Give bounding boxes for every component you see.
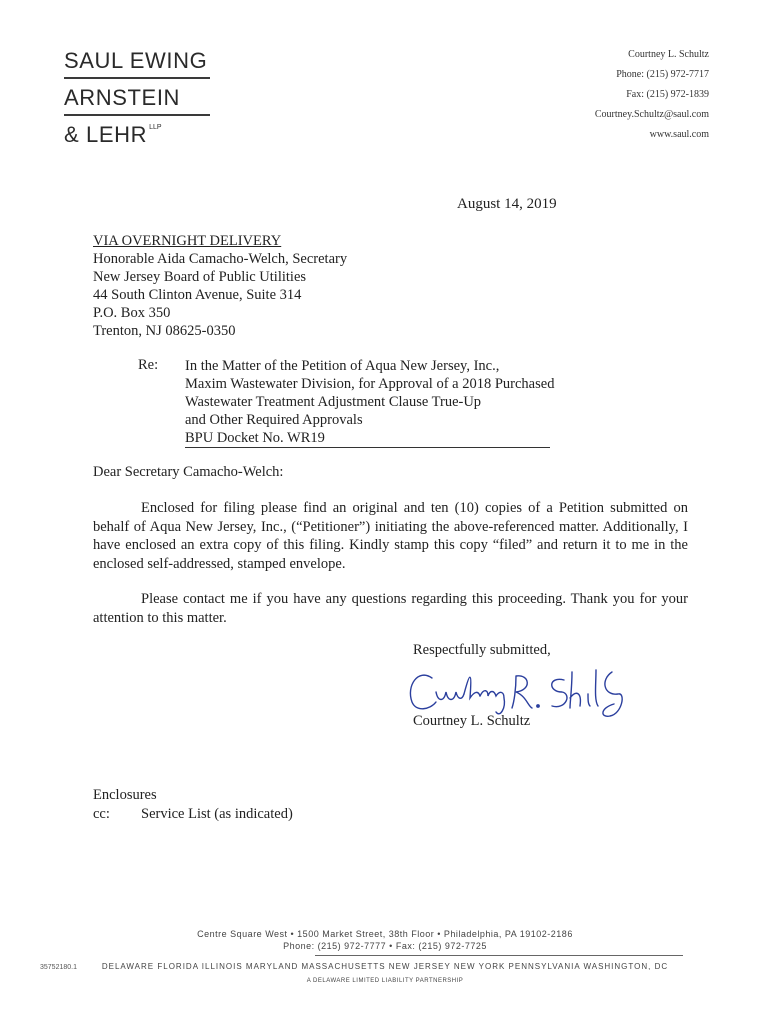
logo-line-1: SAUL EWING: [64, 48, 208, 73]
footer-phones: Phone: (215) 972-7777 • Fax: (215) 972-7725: [283, 941, 487, 951]
recipient-name: Honorable Aida Camacho-Welch, Secretary: [93, 251, 348, 267]
closing: Respectfully submitted,: [413, 642, 551, 658]
re-line-2: Maxim Wastewater Division, for Approval of a 2018 Purchased: [185, 376, 555, 392]
recipient-city: Trenton, NJ 08625-0350: [93, 323, 236, 339]
re-subject: [185, 357, 554, 448]
letter-date: August 14, 2019: [457, 196, 557, 212]
enclosures-label: Enclosures: [93, 787, 157, 803]
footer-address: Centre Square West • 1500 Market Street, 38th Floor • Philadelphia, PA 19102-2186: [197, 929, 573, 939]
logo-rule: [64, 114, 210, 116]
recipient-street: 44 South Clinton Avenue, Suite 314: [93, 287, 302, 303]
enclosures-block: [93, 786, 293, 824]
sender-fax: Fax: (215) 972-1839: [626, 89, 709, 100]
cc-label: cc:: [93, 806, 110, 822]
re-label: Re:: [138, 357, 159, 373]
cc-value: Service List (as indicated): [141, 806, 293, 822]
footer-partnership: A DELAWARE LIMITED LIABILITY PARTNERSHIP: [306, 978, 464, 984]
signer-name: Courtney L. Schultz: [413, 713, 531, 729]
logo-line-3: [64, 124, 210, 146]
logo-line-3-text: & LEHR: [64, 122, 148, 147]
re-line-1: In the Matter of the Petition of Aqua New Jersey, Inc.,: [185, 358, 500, 374]
salutation: Dear Secretary Camacho-Welch:: [93, 464, 284, 480]
logo-suffix: LLP: [149, 124, 162, 131]
cc-line: [93, 805, 293, 824]
sender-website: www.saul.com: [649, 129, 709, 140]
logo-line-2: ARNSTEIN: [64, 85, 181, 110]
logo-rule: [64, 77, 210, 79]
sender-email: Courtney.Schultz@saul.com: [594, 109, 709, 120]
sender-contact-block: [595, 45, 709, 145]
footer-states: DELAWARE FLORIDA ILLINOIS MARYLAND MASSACHUSETTS NEW JERSEY NEW YORK PENNSYLVANIA WASHINGTON, DC: [101, 962, 669, 971]
firm-logo: [64, 50, 210, 146]
document-id: 35752180.1: [40, 964, 77, 971]
re-line-4: and Other Required Approvals: [185, 412, 363, 428]
sender-name: Courtney L. Schultz: [628, 49, 709, 60]
recipient-org: New Jersey Board of Public Utilities: [93, 269, 307, 285]
delivery-method: VIA OVERNIGHT DELIVERY: [93, 233, 282, 249]
body-paragraph-2: [93, 590, 688, 627]
recipient-address: [93, 232, 347, 340]
sender-phone: Phone: (215) 972-7717: [616, 69, 709, 80]
docket-number: BPU Docket No. WR19: [185, 429, 550, 448]
re-line-3: Wastewater Treatment Adjustment Clause True-Up: [185, 394, 482, 410]
body-paragraph-2-text: Please contact me if you have any questions regarding this proceeding. Thank you for your attention to this matter.: [93, 591, 688, 626]
body-paragraph-1-text: Enclosed for filing please find an original and ten (10) copies of a Petition submitted on behalf of Aqua New Jersey, Inc., (“Petitioner”) initiating the above-referenced matter. Additionally, I have enclosed an extra copy of this filing. Kindly stamp this copy “filed” and return it to me in the enclosed self-addressed, stamped envelope.: [93, 500, 688, 572]
footer-rule: [315, 955, 683, 956]
body-paragraph-1: [93, 499, 688, 573]
recipient-po-box: P.O. Box 350: [93, 305, 171, 321]
